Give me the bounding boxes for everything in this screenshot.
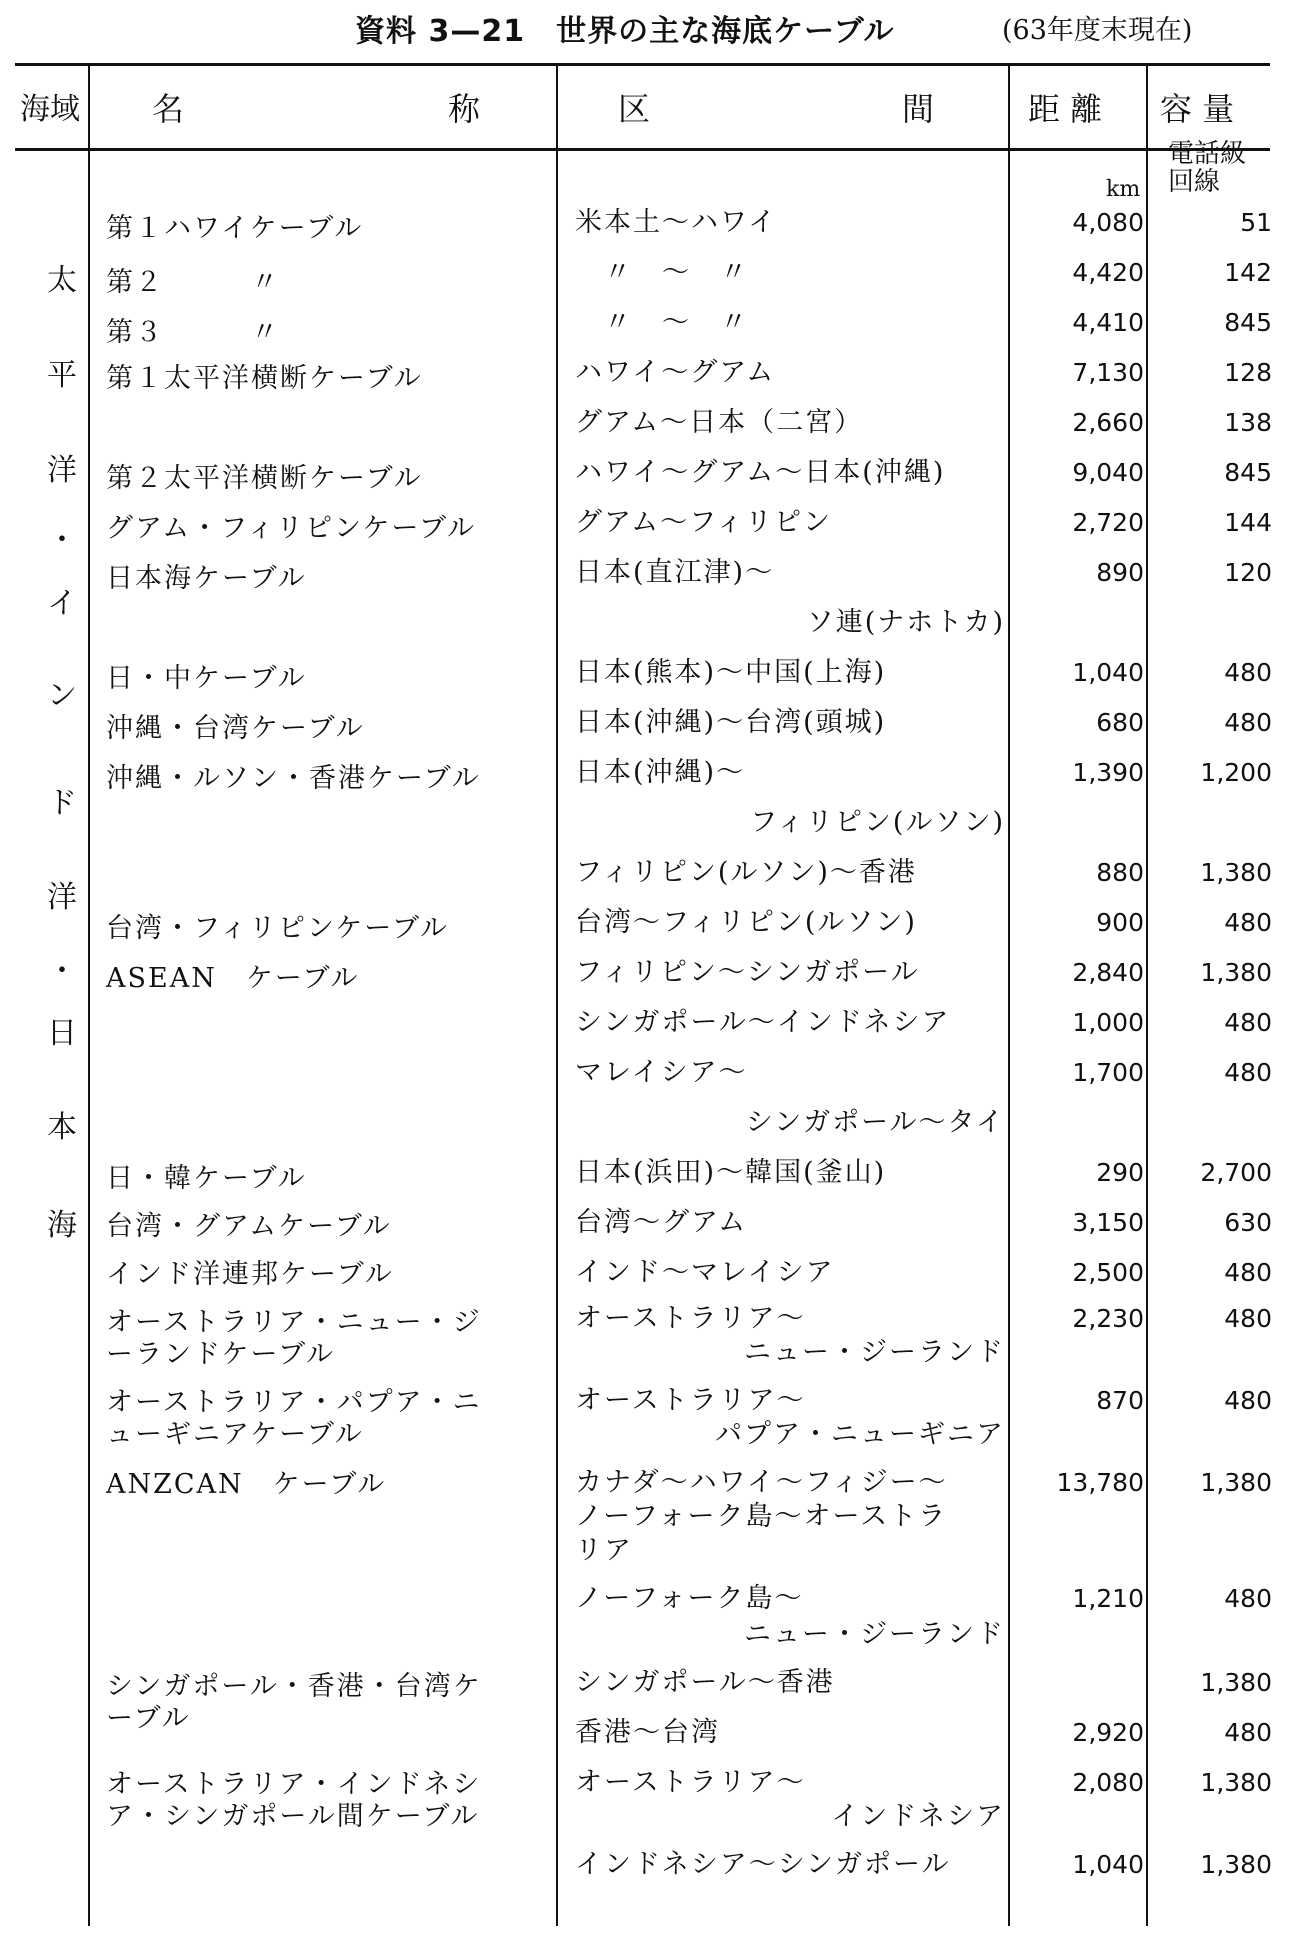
cable-section: オーストラリア〜 <box>575 1767 806 1798</box>
cable-distance: 2,080 <box>1072 1768 1144 1797</box>
header-name-2: 称 <box>448 90 481 128</box>
cable-section-cont: シンガポール〜タイ <box>745 1107 1005 1138</box>
cable-distance: 1,040 <box>1072 1850 1144 1879</box>
cable-name: グアム・フィリピンケーブル <box>106 513 476 544</box>
cable-distance: 290 <box>1096 1158 1144 1187</box>
cable-name-cont: ューギニアケーブル <box>106 1419 364 1450</box>
cable-capacity: 480 <box>1224 1008 1272 1037</box>
cable-name: 第１太平洋横断ケーブル <box>106 363 423 394</box>
cable-section: インドネシア〜シンガポール <box>575 1849 951 1880</box>
cable-distance: 870 <box>1096 1386 1144 1415</box>
cable-section: 台湾〜フィリピン(ルソン) <box>575 907 917 938</box>
cable-section-cont: ニュー・ジーランド <box>744 1337 1005 1368</box>
table-title: 資料 3—21 世界の主な海底ケーブル <box>355 14 895 49</box>
header-region: 海域 <box>20 92 80 127</box>
cable-section: グアム〜日本（二宮） <box>575 407 864 438</box>
region-char: ド <box>47 786 77 821</box>
cable-name: 台湾・グアムケーブル <box>106 1211 392 1242</box>
cable-section: ハワイ〜グアム〜日本(沖縄) <box>575 457 946 488</box>
cable-capacity: 1,380 <box>1200 1850 1272 1879</box>
cable-capacity: 144 <box>1224 508 1272 537</box>
region-char: 本 <box>47 1110 77 1145</box>
cable-section: 日本(熊本)〜中国(上海) <box>575 657 887 688</box>
cable-section: グアム〜フィリピン <box>575 507 832 538</box>
cable-distance: 1,700 <box>1072 1058 1144 1087</box>
region-divider <box>88 66 90 1926</box>
cable-name: オーストラリア・インドネシ <box>106 1769 482 1800</box>
cable-distance: 880 <box>1096 858 1144 887</box>
cable-section: 日本(沖縄)〜台湾(頭城) <box>575 707 887 738</box>
cable-capacity: 1,200 <box>1200 758 1272 787</box>
cable-distance: 2,660 <box>1072 408 1144 437</box>
cable-distance: 1,000 <box>1072 1008 1144 1037</box>
cable-capacity: 480 <box>1224 1584 1272 1613</box>
region-char: 平 <box>47 358 77 393</box>
cable-name-cont: ア・シンガポール間ケーブル <box>106 1801 480 1832</box>
cable-capacity: 480 <box>1224 708 1272 737</box>
cable-distance: 2,500 <box>1072 1258 1144 1287</box>
cable-capacity: 480 <box>1224 908 1272 937</box>
cable-section-cont: ニュー・ジーランド <box>744 1619 1005 1650</box>
cable-capacity: 480 <box>1224 1058 1272 1087</box>
cable-section: 日本(浜田)〜韓国(釜山) <box>575 1157 887 1188</box>
cable-capacity: 1,380 <box>1200 1668 1272 1697</box>
cable-capacity: 480 <box>1224 658 1272 687</box>
cable-distance: 13,780 <box>1056 1468 1144 1497</box>
header-capacity: 容 量 <box>1160 90 1235 128</box>
cable-name: ASEAN ケーブル <box>106 963 360 994</box>
cable-section-cont: インドネシア <box>831 1801 1005 1832</box>
cable-capacity: 630 <box>1224 1208 1272 1237</box>
cable-distance: 9,040 <box>1072 458 1144 487</box>
cable-distance: 1,210 <box>1072 1584 1144 1613</box>
cable-section: カナダ〜ハワイ〜フィジー〜 <box>575 1467 948 1498</box>
cable-section: インド〜マレイシア <box>575 1257 835 1288</box>
cable-section: オーストラリア〜 <box>575 1303 806 1334</box>
cable-name: インド洋連邦ケーブル <box>106 1259 394 1290</box>
cable-name: 日・韓ケーブル <box>106 1163 307 1194</box>
cable-section-cont: フィリピン(ルソン) <box>750 807 1005 838</box>
name-divider <box>556 66 558 1926</box>
cable-section-cont: ソ連(ナホトカ) <box>806 607 1005 638</box>
cable-capacity: 120 <box>1224 558 1272 587</box>
region-char: ・ <box>47 954 77 989</box>
cable-capacity: 1,380 <box>1200 958 1272 987</box>
cable-name: 日・中ケーブル <box>106 663 307 694</box>
header-name-1: 名 <box>152 90 185 128</box>
cable-capacity: 2,700 <box>1200 1158 1272 1187</box>
capacity-unit-1: 電話級 <box>1168 139 1247 169</box>
cable-distance: 4,420 <box>1072 258 1144 287</box>
header-section-2: 間 <box>902 90 935 128</box>
cable-capacity: 845 <box>1224 458 1272 487</box>
cable-distance: 2,230 <box>1072 1304 1144 1333</box>
cable-section: 米本土〜ハワイ <box>575 207 778 238</box>
cable-section: 〃 〜 〃 <box>575 307 749 338</box>
cable-distance: 2,920 <box>1072 1718 1144 1747</box>
region-char: 日 <box>47 1016 77 1051</box>
cable-distance: 2,720 <box>1072 508 1144 537</box>
cable-name: 日本海ケーブル <box>106 563 307 594</box>
cable-capacity: 480 <box>1224 1304 1272 1333</box>
capacity-unit-2: 回線 <box>1168 167 1221 197</box>
cable-section: フィリピン〜シンガポール <box>575 957 920 988</box>
cable-name: ANZCAN ケーブル <box>106 1469 387 1500</box>
cable-name-cont: ーブル <box>106 1703 191 1734</box>
cable-capacity: 480 <box>1224 1718 1272 1747</box>
header-section-1: 区 <box>618 90 651 128</box>
header-distance: 距 離 <box>1028 90 1103 128</box>
cable-name-cont: ーランドケーブル <box>106 1339 336 1370</box>
cable-name: 第１ハワイケーブル <box>106 213 364 244</box>
cable-section: 〃 〜 〃 <box>575 257 749 288</box>
distance-divider <box>1146 66 1148 1926</box>
region-char: イ <box>47 586 77 621</box>
cable-capacity: 138 <box>1224 408 1272 437</box>
cable-section: 日本(直江津)〜 <box>575 557 775 588</box>
cable-section: 香港〜台湾 <box>575 1717 720 1748</box>
cable-section: ノーフォーク島〜 <box>575 1583 804 1614</box>
cable-capacity: 1,380 <box>1200 1768 1272 1797</box>
cable-capacity: 142 <box>1224 258 1272 287</box>
cable-section: ハワイ〜グアム <box>575 357 776 388</box>
cable-section: オーストラリア〜 <box>575 1385 806 1416</box>
cable-capacity: 51 <box>1240 208 1272 237</box>
cable-distance: 680 <box>1096 708 1144 737</box>
cable-section-cont: パプア・ニューギニア <box>715 1419 1005 1450</box>
cable-name: 沖縄・ルソン・香港ケーブル <box>106 763 481 794</box>
cable-capacity: 1,380 <box>1200 858 1272 887</box>
cable-section: 台湾〜グアム <box>575 1207 748 1238</box>
cable-capacity: 480 <box>1224 1386 1272 1415</box>
cable-name: シンガポール・香港・台湾ケ <box>106 1671 482 1702</box>
cable-distance: 2,840 <box>1072 958 1144 987</box>
cable-distance: 4,080 <box>1072 208 1144 237</box>
cable-distance: 4,410 <box>1072 308 1144 337</box>
cable-section-cont: リア <box>575 1535 633 1566</box>
cable-section-cont: ノーフォーク島〜オーストラ <box>575 1501 948 1532</box>
cable-name: 台湾・フィリピンケーブル <box>106 913 449 944</box>
cable-distance: 3,150 <box>1072 1208 1144 1237</box>
region-char: 海 <box>47 1208 77 1243</box>
cable-distance: 1,390 <box>1072 758 1144 787</box>
distance-unit: km <box>1106 177 1141 202</box>
cable-capacity: 480 <box>1224 1258 1272 1287</box>
cable-capacity: 1,380 <box>1200 1468 1272 1497</box>
cable-distance: 1,040 <box>1072 658 1144 687</box>
cable-name: オーストラリア・パプア・ニ <box>106 1387 482 1418</box>
title-note: (63年度末現在) <box>1002 15 1193 46</box>
region-char: 太 <box>47 263 77 298</box>
cable-section: シンガポール〜インドネシア <box>575 1007 951 1038</box>
region-char: ン <box>47 678 77 713</box>
cable-name: 沖縄・台湾ケーブル <box>106 713 365 744</box>
cable-section: マレイシア〜 <box>575 1057 748 1088</box>
cable-distance: 900 <box>1096 908 1144 937</box>
cable-distance: 7,130 <box>1072 358 1144 387</box>
cable-name: 第２太平洋横断ケーブル <box>106 463 423 494</box>
region-char: 洋 <box>47 880 77 915</box>
cable-name: オーストラリア・ニュー・ジ <box>106 1307 482 1338</box>
region-char: 洋 <box>47 453 77 488</box>
cable-section: シンガポール〜香港 <box>575 1667 835 1698</box>
cable-capacity: 845 <box>1224 308 1272 337</box>
cable-name: 第３ 〃 <box>106 317 280 348</box>
region-char: ・ <box>47 523 77 558</box>
top-rule <box>15 63 1270 66</box>
cable-section: 日本(沖縄)〜 <box>575 757 746 788</box>
section-divider <box>1008 66 1010 1926</box>
cable-capacity: 128 <box>1224 358 1272 387</box>
header-rule <box>15 148 1270 151</box>
cable-name: 第２ 〃 <box>106 267 280 298</box>
cable-section: フィリピン(ルソン)〜香港 <box>575 857 917 888</box>
cable-distance: 890 <box>1096 558 1144 587</box>
